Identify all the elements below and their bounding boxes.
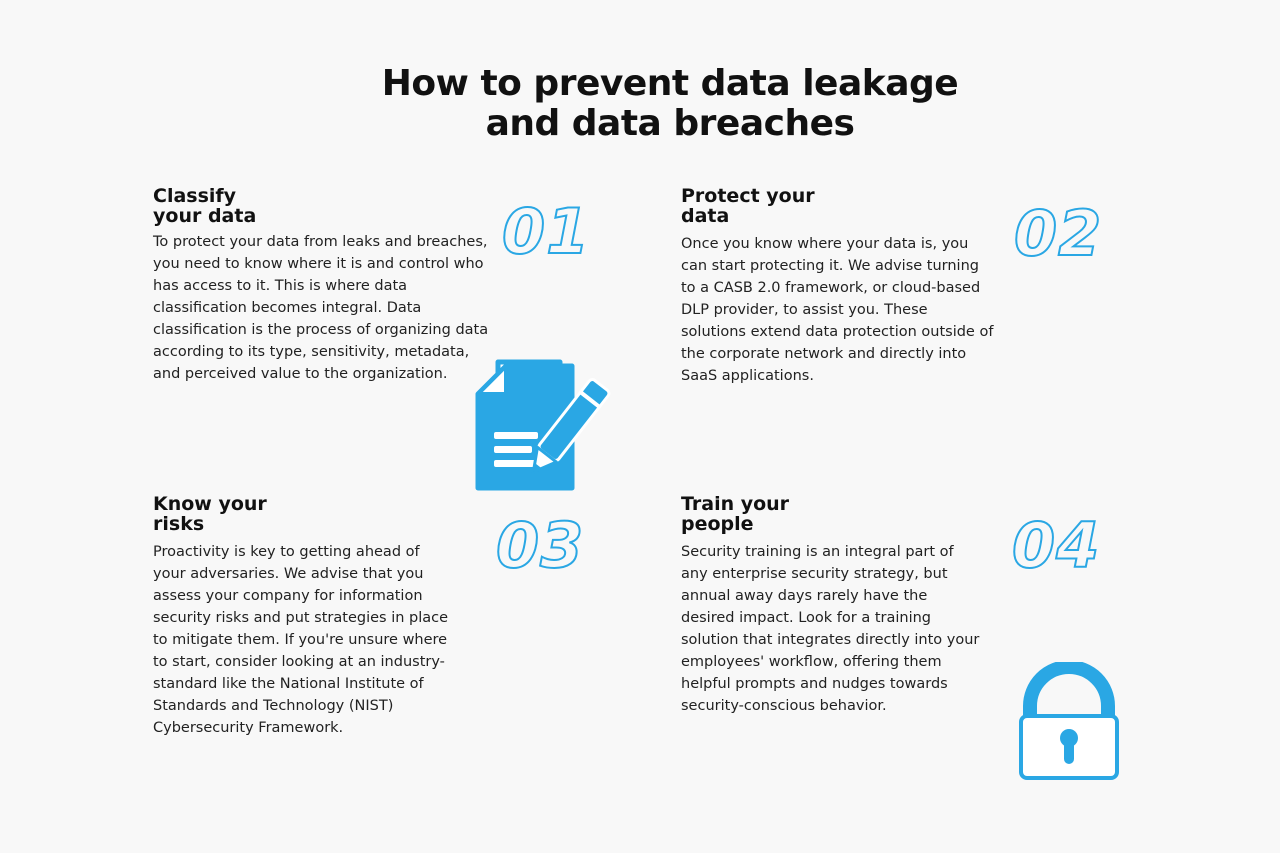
- section-body: Security training is an integral part of any enterprise security strategy, but annual away days rarely have the desired impact. Look for a training solution that integrates directly into your employees' workflow, offering them helpful prompts and nudges towards security-conscious behavior.: [681, 544, 980, 714]
- page-title: [340, 64, 1000, 144]
- document-edit-icon: [470, 358, 620, 498]
- section-number: 03: [496, 509, 585, 582]
- section-heading: Protect your data: [681, 185, 815, 227]
- padlock-icon: [1016, 662, 1122, 784]
- section-heading: Know your risks: [153, 493, 267, 535]
- page-title-line-2: and data breaches: [485, 103, 855, 144]
- section-heading: Classify your data: [153, 185, 257, 227]
- section-heading: Train your people: [681, 493, 790, 535]
- section-body: Once you know where your data is, you can start protecting it. We advise turning to a CASB 2.0 framework, or cloud-based DLP provider, to assist you. These solutions extend data protection outside of the corporate network and directly into SaaS applications.: [681, 236, 994, 384]
- section-number: 04: [1012, 509, 1101, 582]
- section-body: Proactivity is key to getting ahead of your adversaries. We advise that you assess your company for information security risks and put strategies in place to mitigate them. If you're unsure where to start, consider looking at an industry-standard like the National Institute of Standards and Technology (NIST) Cybersecurity Framework.: [153, 544, 449, 736]
- section-number: 01: [502, 195, 591, 268]
- page-title-line-1: How to prevent data leakage: [381, 63, 959, 104]
- section-body: To protect your data from leaks and breaches, you need to know where it is and control who has access to it. This is where data classification becomes integral. Data classification is the process of organizing data according to its type, sensitivity, metadata, and perceived value to the organization.: [153, 234, 489, 382]
- section-number: 02: [1014, 197, 1103, 270]
